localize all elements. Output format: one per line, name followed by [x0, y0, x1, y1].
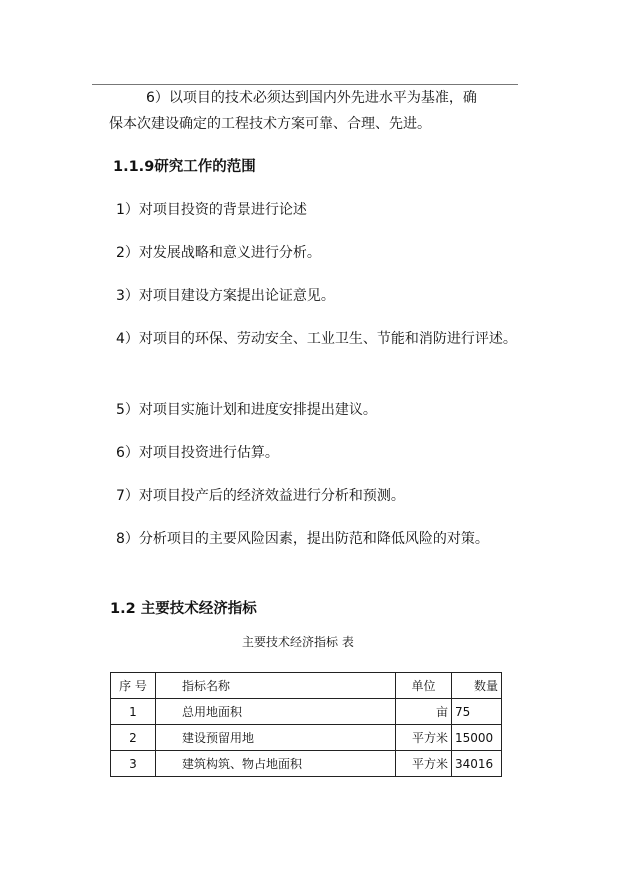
list-item: 4）对项目的环保、劳动安全、工业卫生、节能和消防进行评述。	[116, 331, 517, 347]
table-row	[111, 699, 502, 725]
header-cell-index: 序 号	[111, 673, 156, 699]
list-item: 6）对项目投资进行估算。	[116, 445, 279, 461]
cell-index: 2	[111, 725, 156, 751]
header-cell-quantity: 数量	[452, 673, 502, 699]
header-rule	[92, 84, 518, 85]
cell-quantity: 75	[452, 699, 502, 725]
header-cell-unit: 单位	[396, 673, 452, 699]
cell-unit: 平方米	[396, 751, 452, 777]
header-cell-name: 指标名称	[156, 673, 396, 699]
table-row	[111, 751, 502, 777]
cell-index: 3	[111, 751, 156, 777]
table-header-row	[111, 673, 502, 699]
list-item: 7）对项目投产后的经济效益进行分析和预测。	[116, 488, 405, 504]
list-item: 2）对发展战略和意义进行分析。	[116, 245, 321, 261]
table-caption: 主要技术经济指标 表	[242, 635, 354, 649]
table-row	[111, 725, 502, 751]
cell-name: 建设预留用地	[156, 725, 396, 751]
indicator-table	[110, 672, 502, 777]
section-heading-1-1-9: 1.1.9研究工作的范围	[113, 159, 256, 175]
cell-quantity: 34016	[452, 751, 502, 777]
list-item: 3）对项目建设方案提出论证意见。	[116, 288, 335, 304]
list-item: 1）对项目投资的背景进行论述	[116, 202, 307, 218]
cell-quantity: 15000	[452, 725, 502, 751]
cell-name: 总用地面积	[156, 699, 396, 725]
list-item: 8）分析项目的主要风险因素，提出防范和降低风险的对策。	[116, 531, 489, 547]
cell-unit: 亩	[396, 699, 452, 725]
section-heading-1-2: 1.2 主要技术经济指标	[110, 601, 257, 617]
cell-index: 1	[111, 699, 156, 725]
cell-name: 建筑构筑、物占地面积	[156, 751, 396, 777]
list-item: 5）对项目实施计划和进度安排提出建议。	[116, 402, 377, 418]
intro-line-2: 保本次建设确定的工程技术方案可靠、合理、先进。	[109, 116, 431, 132]
intro-line-1: 6）以项目的技术必须达到国内外先进水平为基准，确	[146, 90, 477, 106]
cell-unit: 平方米	[396, 725, 452, 751]
